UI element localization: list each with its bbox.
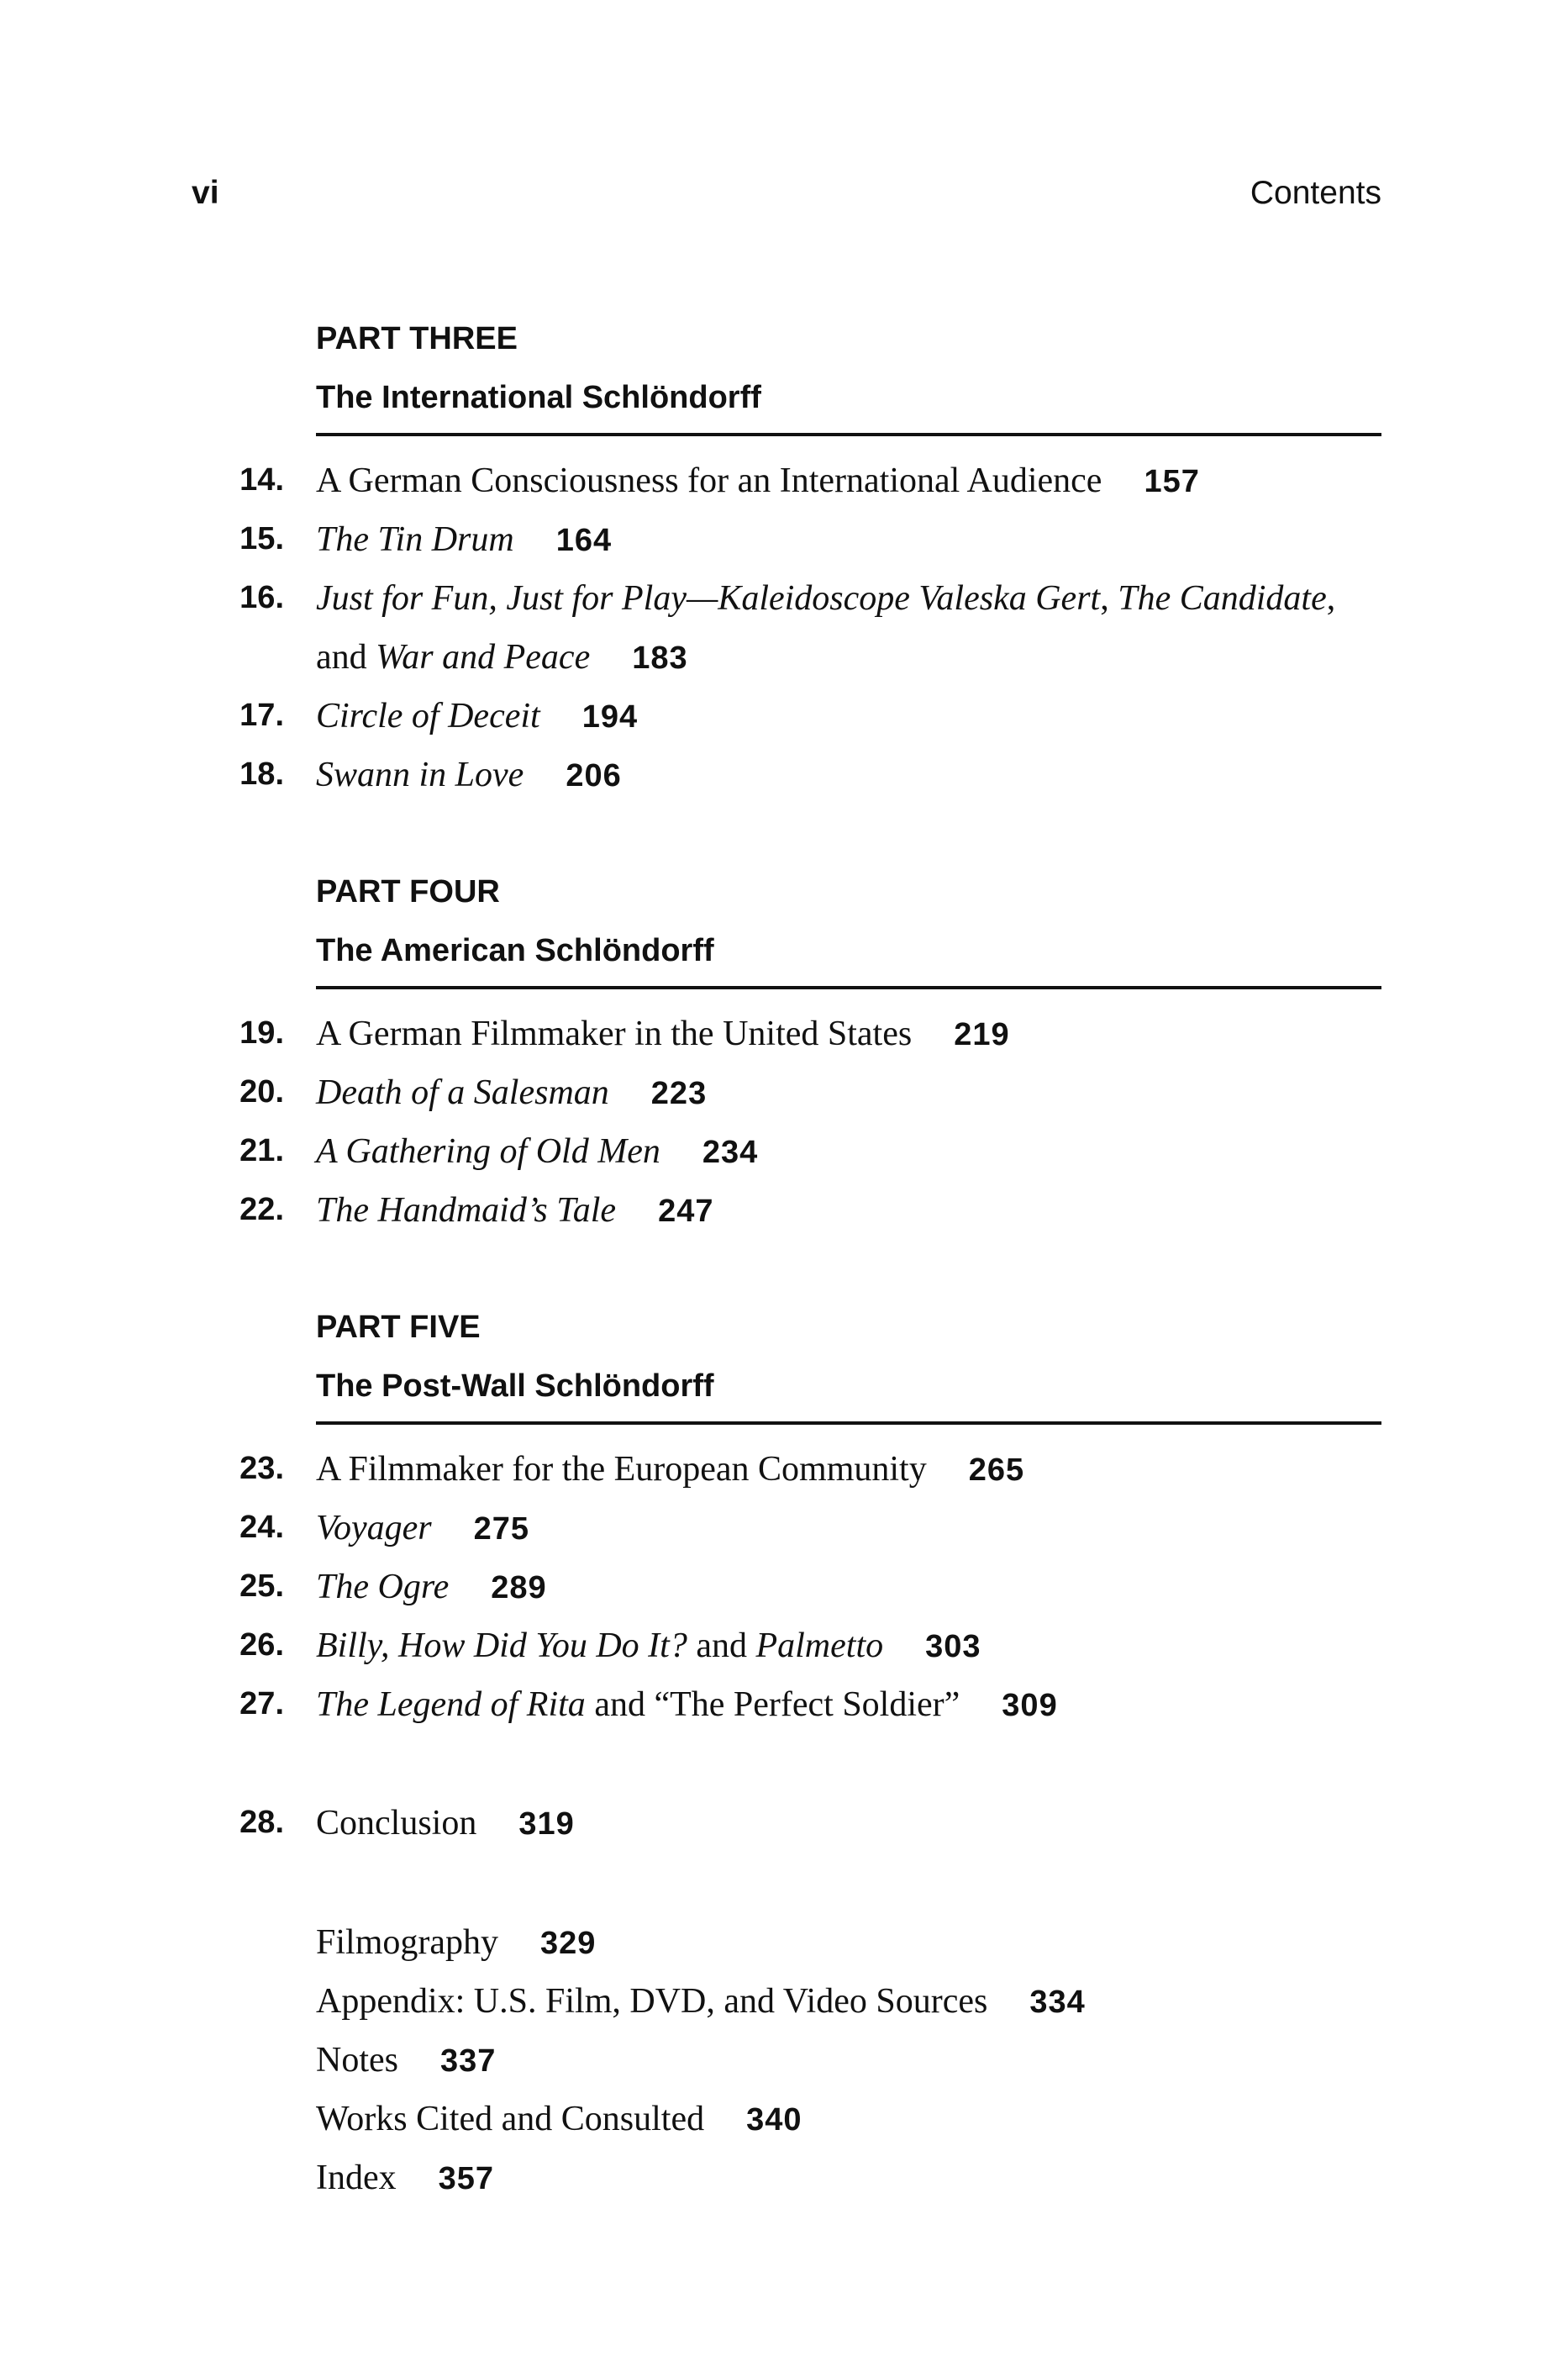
page-number: 329 [540, 1926, 597, 1961]
toc-entry [0, 696, 1568, 746]
toc-entry-conclusion [0, 1803, 1568, 1853]
chapter-number: 25. [239, 1568, 284, 1604]
chapter-title: Just for Fun, Just for Play—Kaleidoscope Valeska Gert, The Candidate, [316, 579, 1336, 618]
chapter-number: 28. [239, 1805, 284, 1840]
chapter-title: The Tin Drum 164 [316, 520, 613, 559]
chapter-title: Death of a Salesman 223 [316, 1073, 708, 1112]
page-number: 234 [702, 1135, 759, 1170]
page-number: 219 [954, 1017, 1010, 1052]
chapter-title: A Gathering of Old Men 234 [316, 1132, 759, 1171]
page-number: 183 [632, 641, 688, 676]
page-number: 319 [518, 1806, 575, 1842]
chapter-title: Swann in Love 206 [316, 756, 622, 794]
back-matter-title: Appendix: U.S. Film, DVD, and Video Sources 334 [316, 1982, 1086, 2021]
toc-entry-continuation [0, 637, 1568, 688]
chapter-title: A Filmmaker for the European Community 265 [316, 1450, 1025, 1489]
toc-entry [0, 1684, 1568, 1735]
chapter-number: 24. [239, 1510, 284, 1545]
page-number: 334 [1029, 1985, 1086, 2020]
back-matter-entry [0, 2158, 1568, 2208]
page-number: 164 [555, 523, 613, 558]
chapter-title: Conclusion 319 [316, 1804, 575, 1842]
chapter-number: 14. [239, 462, 284, 498]
toc-entry [0, 1190, 1568, 1241]
part-rule [316, 433, 1381, 436]
toc-entry [0, 519, 1568, 570]
page-number: 223 [650, 1076, 708, 1111]
toc-entry [0, 1508, 1568, 1558]
part-rule [316, 986, 1381, 989]
chapter-title: The Legend of Rita and “The Perfect Soldier” 309 [316, 1685, 1058, 1724]
toc-entry [0, 1014, 1568, 1064]
chapter-number: 23. [239, 1451, 284, 1486]
toc-entry [0, 755, 1568, 805]
page-number: 265 [968, 1452, 1025, 1488]
chapter-number: 15. [239, 521, 284, 556]
chapter-title: Voyager 275 [316, 1509, 530, 1547]
chapter-number: 17. [239, 698, 284, 733]
part-title: The International Schlöndorff [316, 380, 761, 415]
page-number: 275 [473, 1511, 530, 1547]
page-folio: vi [192, 175, 219, 211]
chapter-title: Billy, How Did You Do It? and Palmetto 303 [316, 1626, 981, 1665]
back-matter-title: Notes 337 [316, 2041, 497, 2080]
chapter-number: 27. [239, 1686, 284, 1721]
part-title: The Post-Wall Schlöndorff [316, 1368, 714, 1404]
page-number: 157 [1144, 464, 1200, 499]
toc-entry [0, 1567, 1568, 1617]
page-number: 247 [658, 1194, 714, 1229]
chapter-number: 26. [239, 1627, 284, 1663]
chapter-title: The Ogre 289 [316, 1568, 547, 1606]
page-number: 340 [746, 2102, 802, 2138]
running-title: Contents [1250, 175, 1381, 211]
part-label: PART FOUR [316, 874, 500, 909]
toc-entry [0, 1449, 1568, 1500]
page-number: 309 [1002, 1688, 1058, 1723]
back-matter-title: Works Cited and Consulted 340 [316, 2100, 802, 2138]
chapter-title-continued: and War and Peace 183 [316, 638, 688, 677]
chapter-title: A German Consciousness for an International Audience 157 [316, 461, 1200, 500]
chapter-number: 18. [239, 756, 284, 792]
chapter-title: Circle of Deceit 194 [316, 697, 639, 735]
chapter-number: 20. [239, 1074, 284, 1110]
page-number: 194 [581, 699, 639, 735]
page-number: 289 [491, 1570, 547, 1605]
back-matter-entry [0, 2040, 1568, 2090]
part-label: PART THREE [316, 321, 518, 356]
chapter-number: 22. [239, 1192, 284, 1227]
toc-entry [0, 1073, 1568, 1123]
back-matter-title: Filmography 329 [316, 1923, 597, 1962]
back-matter-entry [0, 1981, 1568, 2032]
chapter-title: A German Filmmaker in the United States 219 [316, 1015, 1010, 1053]
part-rule [316, 1421, 1381, 1425]
back-matter-title: Index 357 [316, 2159, 495, 2197]
page-number: 337 [440, 2043, 497, 2079]
back-matter-entry [0, 2099, 1568, 2149]
toc-entry [0, 578, 1568, 629]
chapter-number: 21. [239, 1133, 284, 1168]
toc-entry [0, 1626, 1568, 1676]
chapter-number: 16. [239, 580, 284, 615]
page-number: 357 [438, 2161, 495, 2196]
part-label: PART FIVE [316, 1310, 481, 1345]
page-number: 303 [925, 1629, 981, 1664]
running-head [192, 175, 1381, 220]
part-title: The American Schlöndorff [316, 933, 714, 968]
back-matter-entry [0, 1922, 1568, 1973]
toc-entry [0, 1131, 1568, 1182]
chapter-title: The Handmaid’s Tale 247 [316, 1191, 714, 1230]
chapter-number: 19. [239, 1015, 284, 1051]
toc-entry [0, 461, 1568, 511]
page-number: 206 [566, 758, 622, 793]
